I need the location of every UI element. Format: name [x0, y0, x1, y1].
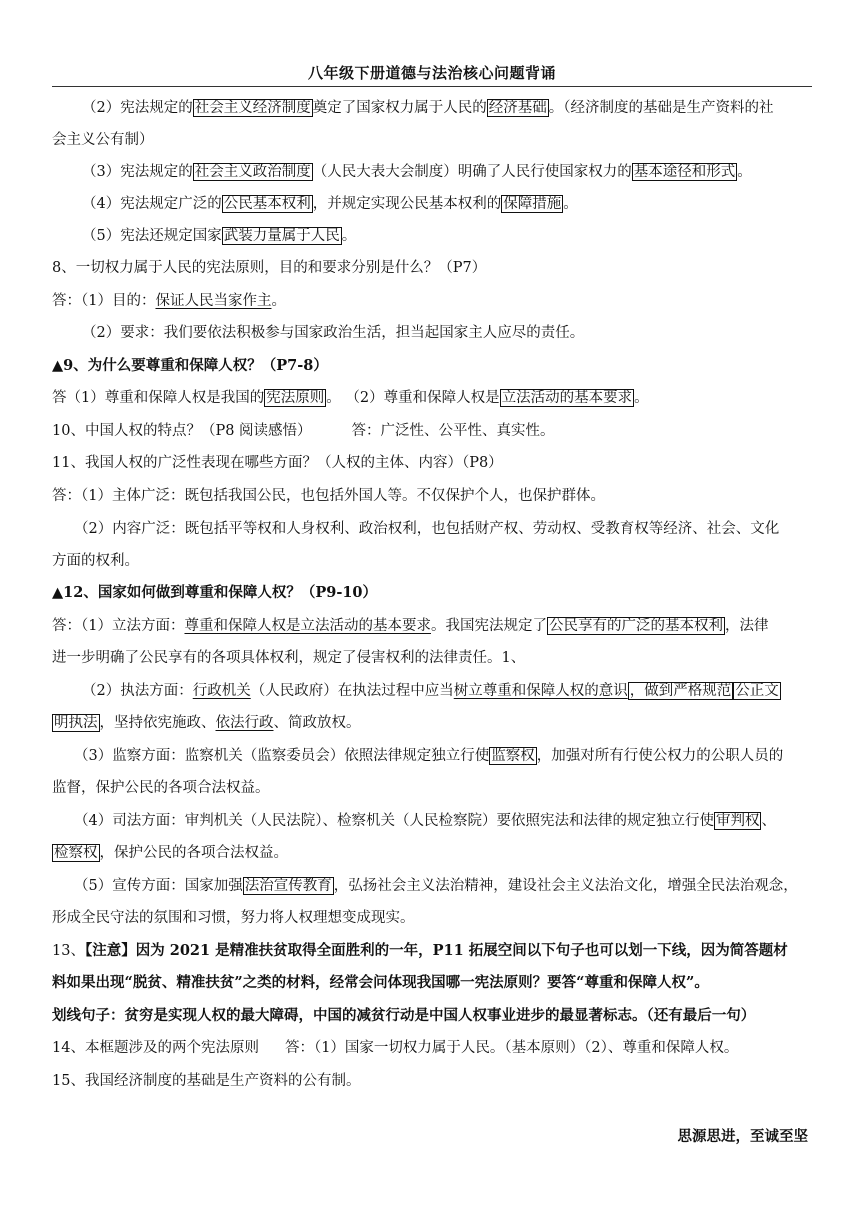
boxed-keyword: 监察权 — [491, 748, 535, 764]
text-segment: 形成全民守法的氛围和习惯，努力将人权理想变成现实。 — [52, 910, 415, 926]
text-segment: 进一步明确了公民享有的各项具体权利，规定了侵害权利的法律责任。 — [52, 650, 502, 666]
text-segment: 奠定了国家权力属于人民的 — [312, 100, 487, 116]
text-segment: 。 （2）尊重和保障人权是 — [326, 390, 500, 406]
text-segment: ，加强对所有行使公权力的公职人员的 — [536, 748, 784, 764]
text-segment: （2）执法方面： — [82, 683, 193, 699]
text-segment: 监督，保护公民的各项合法权益。 — [52, 780, 270, 796]
text-segment: （3）监察方面：监察机关（监察委员会）依照法律规定独立行使 — [74, 748, 490, 764]
text-line — [52, 908, 415, 928]
text-segment: 答：（1）国家一切权力属于人民。（基本原则）（2）、尊重和保障人权。 — [284, 1040, 739, 1056]
text-line — [52, 421, 555, 441]
text-line — [52, 486, 605, 506]
page-header: 八年级下册道德与法治核心问题背诵 — [52, 0, 812, 87]
text-line — [52, 746, 783, 766]
document-page — [52, 0, 812, 1089]
text-line — [52, 291, 286, 311]
footer-motto: 思源思进，至诚至坚 — [677, 1128, 808, 1145]
text-segment: 答：（1）立法方面： — [52, 618, 185, 634]
text-segment: （4）宪法规定广泛的 — [82, 196, 222, 212]
boxed-keyword: 检察权 — [54, 845, 98, 861]
boxed-keyword: ，做到严格规范 — [629, 683, 732, 699]
text-segment: （4）司法方面：审判机关（人民法院）、检察机关（人民检察院）要依照宪法和法律的规定独立行使 — [74, 813, 714, 829]
bold-text: 【注意】因为 2021 是精准扶贫取得全面胜利的一年，P11 拓展空间以下句子也可以划一下线，因为简答题材 — [84, 942, 788, 959]
boxed-keyword: 公正文 — [735, 683, 779, 699]
text-line — [52, 453, 503, 473]
boxed-keyword: 社会主义经济制度 — [194, 100, 311, 116]
text-segment: 。 — [737, 164, 752, 180]
text-segment: （5）宪法还规定国家 — [82, 228, 222, 244]
text-segment: 、 — [761, 813, 776, 829]
underlined-phrase: 依法行政 — [215, 715, 274, 731]
text-segment: 答：（1）主体广泛：既包括我国公民，也包括外国人等。不仅保护个人，也保护群体。 — [52, 488, 605, 504]
text-segment: （人民政府）在执法过程中应当 — [250, 683, 454, 699]
text-segment: （5）宣传方面：国家加强 — [74, 878, 243, 894]
text-line — [52, 258, 486, 278]
bold-text: 料如果出现“脱贫、精准扶贫”之类的材料，经常会问体现我国哪一宪法原则？要答“尊重和保障人权”。 — [52, 974, 709, 991]
text-line — [52, 551, 139, 571]
text-line — [52, 388, 649, 408]
bold-text: ▲12、国家如何做到尊重和保障人权？（P9-10） — [52, 584, 378, 601]
bold-text: 划线句子：贫穷是实现人权的最大障碍，中国的减贫行动是中国人权事业进步的最显著标志。（还有最后一句） — [52, 1007, 756, 1024]
text-line — [52, 98, 773, 118]
text-segment: 方面的权利。 — [52, 553, 139, 569]
text-segment: 。 — [634, 390, 649, 406]
text-segment: （2）要求：我们要依法积极参与国家政治生活，担当起国家主人应尽的责任。 — [82, 325, 585, 341]
text-segment: 答（1）尊重和保障人权是我国的 — [52, 390, 265, 406]
text-segment: 答：广泛性、公平性、真实性。 — [351, 423, 555, 439]
text-segment: ，弘扬社会主义法治精神，建设社会主义法治文化，增强全民法治观念， — [333, 878, 798, 894]
text-segment: 11、我国人权的广泛性表现在哪些方面？（人权的主体、内容）（P8） — [52, 455, 503, 471]
text-line — [52, 941, 788, 961]
text-segment: 10、中国人权的特点？（P8 阅读感悟） — [52, 423, 312, 439]
text-line — [52, 973, 709, 993]
text-segment: ，保护公民的各项合法权益。 — [99, 845, 288, 861]
underlined-phrase: 保证人民当家作主 — [155, 293, 272, 309]
text-line — [52, 713, 361, 733]
text-line — [52, 130, 154, 150]
text-segment: （2）内容广泛：既包括平等权和人身权利、政治权利，也包括财产权、劳动权、受教育权等经济、社会、文化 — [74, 521, 780, 537]
text-line — [52, 194, 578, 214]
text-line — [52, 162, 752, 182]
text-line — [52, 323, 584, 343]
text-segment: ，并规定实现公民基本权利的 — [312, 196, 502, 212]
text-line — [52, 226, 356, 246]
boxed-keyword: 经济基础 — [488, 100, 547, 116]
text-segment: 8、一切权力属于人民的宪法原则，目的和要求分别是什么？（P7） — [52, 260, 487, 276]
text-segment: 会主义公有制） — [52, 132, 154, 148]
text-segment: 、简政放权。 — [273, 715, 361, 731]
text-line — [52, 778, 270, 798]
text-line — [52, 843, 288, 863]
boxed-keyword: 明执法 — [54, 715, 98, 731]
text-segment: 答：（1）目的： — [52, 293, 156, 309]
text-line — [52, 681, 781, 701]
boxed-keyword: 立法活动的基本要求 — [501, 390, 633, 406]
text-line — [52, 1071, 360, 1091]
underlined-phrase: 树立尊重和保障人权的意识 — [453, 683, 628, 699]
text-line — [52, 811, 776, 831]
text-segment: （2）宪法规定的 — [82, 100, 193, 116]
text-line — [52, 616, 768, 636]
boxed-keyword: 基本途径和形式 — [633, 164, 736, 180]
text-segment: 。我国宪法规定了 — [430, 618, 547, 634]
text-line — [52, 876, 798, 896]
text-segment: ，坚持依宪施政、 — [99, 715, 216, 731]
boxed-keyword: 宪法原则 — [266, 390, 325, 406]
text-line — [52, 356, 328, 376]
boxed-keyword: 审判权 — [715, 813, 760, 829]
text-line — [52, 583, 377, 603]
text-segment: 13、 — [52, 943, 85, 959]
boxed-keyword: 保障措施 — [503, 196, 562, 212]
text-line — [52, 1038, 738, 1058]
text-segment: 1、 — [501, 650, 526, 666]
text-line — [52, 519, 779, 539]
text-segment: ，法律 — [724, 618, 769, 634]
text-line — [52, 1006, 755, 1026]
text-line — [52, 648, 525, 668]
underlined-phrase: 尊重和保障人权是立法活动的基本要求 — [184, 618, 431, 634]
underlined-phrase: 行政机关 — [192, 683, 251, 699]
text-segment: 。（经济制度的基础是生产资料的社 — [548, 100, 774, 116]
boxed-keyword: 武装力量属于人民 — [223, 228, 340, 244]
text-segment: 。 — [271, 293, 286, 309]
text-segment: 15、我国经济制度的基础是生产资料的公有制。 — [52, 1073, 361, 1089]
text-segment: 。 — [341, 228, 357, 244]
text-segment: 。 — [563, 196, 578, 212]
boxed-keyword: 公民享有的广泛的基本权利 — [548, 618, 723, 634]
text-segment: （3）宪法规定的 — [82, 164, 193, 180]
boxed-keyword: 法治宣传教育 — [244, 878, 332, 894]
bold-text: ▲9、为什么要尊重和保障人权？（P7-8） — [52, 357, 328, 374]
text-segment: （人民大表大会制度）明确了人民行使国家权力的 — [312, 164, 632, 180]
text-segment: 14、本框题涉及的两个宪法原则 — [52, 1040, 259, 1056]
boxed-keyword: 社会主义政治制度 — [194, 164, 311, 180]
boxed-keyword: 公民基本权利 — [223, 196, 311, 212]
